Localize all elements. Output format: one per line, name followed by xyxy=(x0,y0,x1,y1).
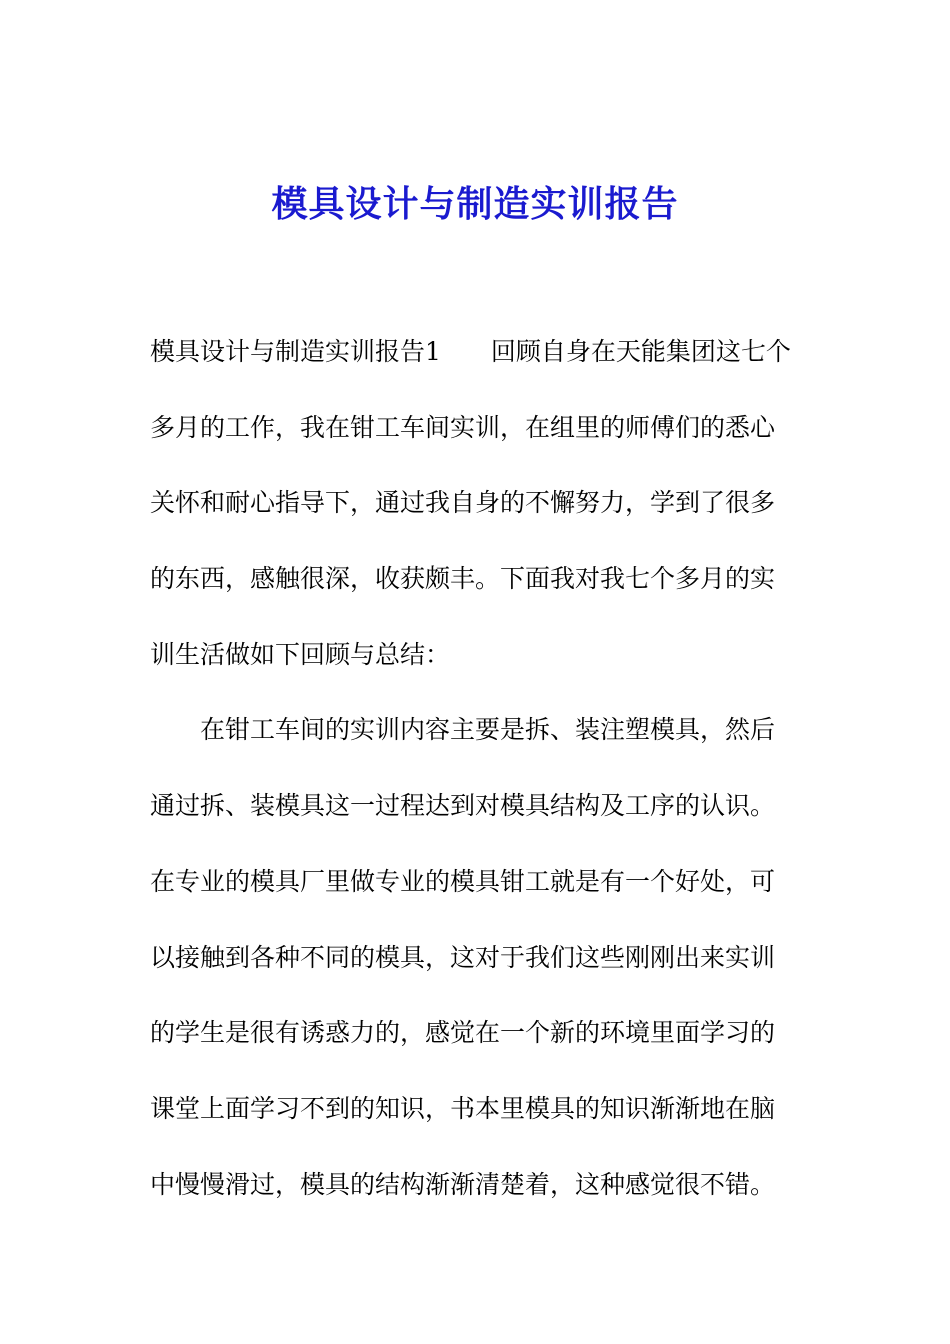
body-line: 关怀和耐心指导下，通过我自身的不懈努力，学到了很多 xyxy=(150,488,776,518)
body-line: 的东西，感触很深，收获颇丰。下面我对我七个多月的实 xyxy=(150,564,776,594)
body-line: 以接触到各种不同的模具，这对于我们这些刚刚出来实训 xyxy=(150,942,776,972)
document-body xyxy=(150,330,810,1238)
body-line: 多月的工作，我在钳工车间实训，在组里的师傅们的悉心 xyxy=(150,412,776,442)
document-title: 模具设计与制造实训报告 xyxy=(271,183,679,225)
body-line: 模具设计与制造实训报告1 回顾自身在天能集团这七个 xyxy=(150,337,791,366)
body-line: 在专业的模具厂里做专业的模具钳工就是有一个好处，可 xyxy=(150,866,776,896)
body-line: 在钳工车间的实训内容主要是拆、装注塑模具，然后 xyxy=(150,715,776,745)
body-line: 中慢慢滑过，模具的结构渐渐清楚着，这种感觉很不错。 xyxy=(150,1169,776,1199)
body-line: 课堂上面学习不到的知识，书本里模具的知识渐渐地在脑 xyxy=(150,1093,776,1123)
body-line: 的学生是很有诱惑力的，感觉在一个新的环境里面学习的 xyxy=(150,1018,776,1048)
body-line: 通过拆、装模具这一过程达到对模具结构及工序的认识。 xyxy=(150,791,776,821)
body-line: 训生活做如下回顾与总结： xyxy=(150,639,451,669)
